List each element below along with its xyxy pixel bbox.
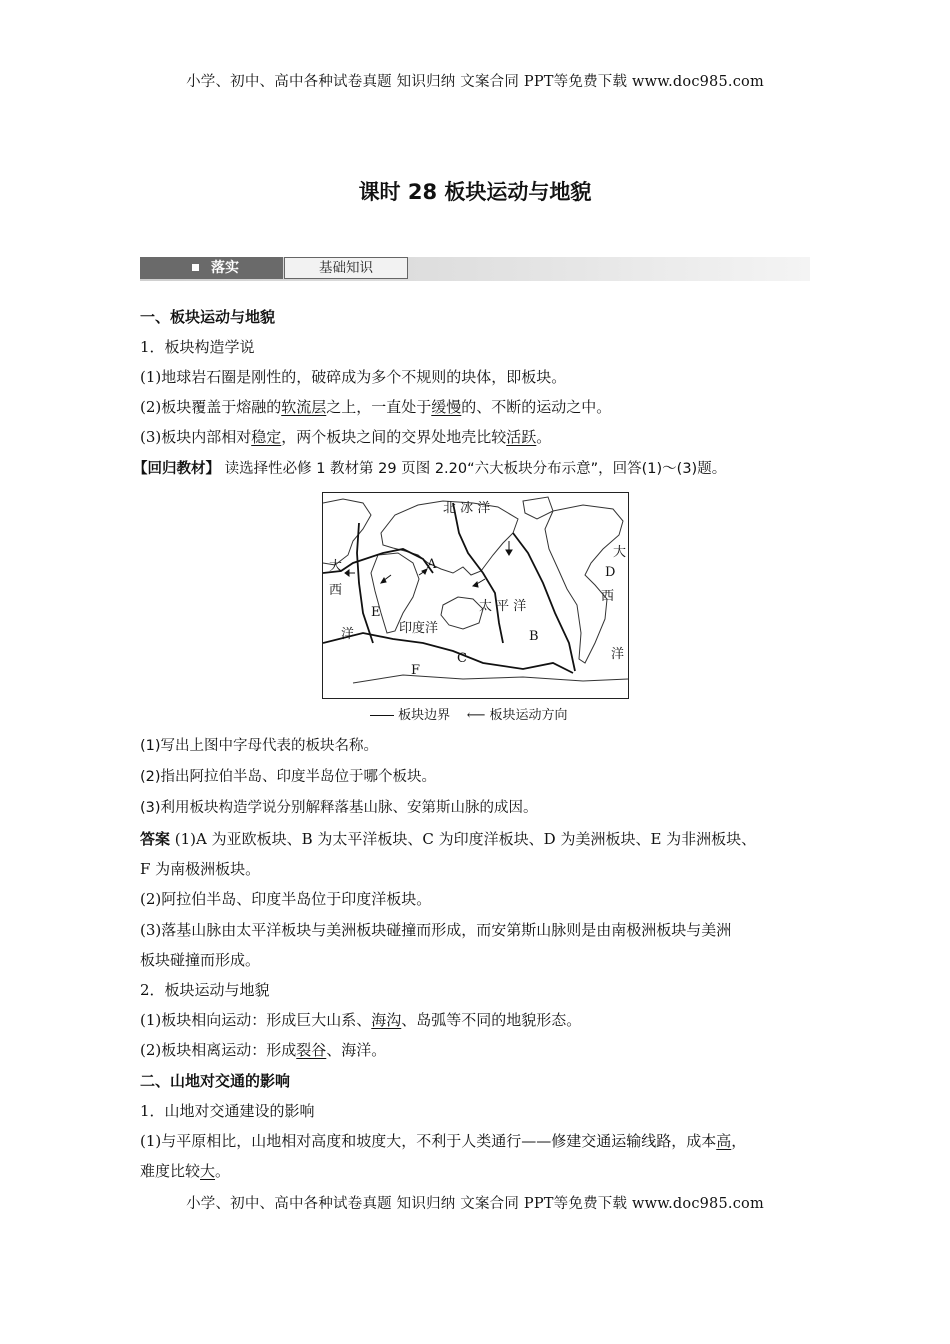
map-label-f: F [411,663,421,678]
answer-2: (2)阿拉伯半岛、印度半岛位于印度洋板块。 [140,890,432,908]
map-label-indian: 印度洋 [399,621,439,636]
world-map-drawing [323,493,628,698]
paragraph-5: (2)板块相离运动：形成裂谷、海洋。 [140,1041,387,1059]
legend-boundary-label: 板块边界 [398,708,451,723]
map-label-a: A [427,557,437,572]
map-label-yang-left: 洋 [341,627,355,642]
question-1: (1)写出上图中字母代表的板块名称。 [140,738,379,754]
map-label-yang-right: 洋 [611,647,625,662]
map-label-d: D [605,565,616,580]
paragraph-6-line-1: (1)与平原相比，山地相对高度和坡度大，不利于人类通行——修建交通运输线路，成本高， [140,1132,747,1150]
square-icon [192,264,199,271]
page-title: 课时 28 板块运动与地貌 [358,180,592,204]
question-3: (3)利用板块构造学说分别解释落基山脉、安第斯山脉的成因。 [140,800,538,816]
answer-3-line-2: 板块碰撞而形成。 [140,951,261,969]
boundary-line-icon [370,715,394,716]
section-tag-label: 落实 [211,260,239,276]
map-label-b: B [529,629,539,644]
map-label-north-ocean: 北 冰 洋 [443,501,491,516]
legend-direction-label: 板块运动方向 [489,708,568,723]
answer-1-line-2: F 为南极洲板块。 [140,860,261,878]
paragraph-6-line-2: 难度比较大。 [140,1162,231,1180]
answer-label: 答案 [140,830,171,848]
map-label-xi-right: 西 [601,589,615,604]
textbook-note [133,459,823,479]
textbook-tag: 【回归教材】 [133,461,220,477]
map-label-xi-left: 西 [329,583,343,598]
page-header: 小学、初中、高中各种试卷真题 知识归纳 文案合同 PPT等免费下载 www.doc985.com [186,74,764,90]
section-label: 基础知识 [284,257,408,279]
answer-1-line-1: 答案 (1)A 为亚欧板块、B 为太平洋板块、C 为印度洋板块、D 为美洲板块、E 为非洲板块、 [140,830,757,848]
map-label-da-left: 大 [329,559,343,574]
world-map [322,492,629,699]
heading-1: 一、板块运动与地貌 [140,308,276,326]
map-label-e: E [371,605,381,620]
map-label-da-right: 大 [613,545,627,560]
map-label-c: C [457,651,467,666]
page-footer: 小学、初中、高中各种试卷真题 知识归纳 文案合同 PPT等免费下载 www.doc985.com [186,1196,764,1212]
section-tag [140,257,283,279]
textbook-text: 读选择性必修 1 教材第 29 页图 2.20“六大板块分布示意”，回答(1)～(3)题。 [220,461,727,477]
subheading-1-2: 2．板块运动与地貌 [140,981,270,999]
paragraph-3: (3)板块内部相对稳定，两个板块之间的交界处地壳比较活跃。 [140,428,552,446]
paragraph-1: (1)地球岩石圈是刚性的，破碎成为多个不规则的块体，即板块。 [140,368,567,386]
subheading-2-1: 1．山地对交通建设的影响 [140,1102,315,1120]
map-label-pacific: 太 平 洋 [479,599,527,614]
heading-2: 二、山地对交通的影响 [140,1072,291,1090]
paragraph-2: (2)板块覆盖于熔融的软流层之上，一直处于缓慢的、不断的运动之中。 [140,398,612,416]
plate-map-figure [320,490,630,726]
question-2: (2)指出阿拉伯半岛、印度半岛位于哪个板块。 [140,769,437,785]
map-legend [370,704,567,723]
direction-arrow-icon: ⟵ [466,708,486,723]
answer-3-line-1: (3)落基山脉由太平洋板块与美洲板块碰撞而形成，而安第斯山脉则是由南极洲板块与美洲 [140,921,732,939]
paragraph-4: (1)板块相向运动：形成巨大山系、海沟、岛弧等不同的地貌形态。 [140,1011,582,1029]
subheading-1-1: 1．板块构造学说 [140,338,255,356]
